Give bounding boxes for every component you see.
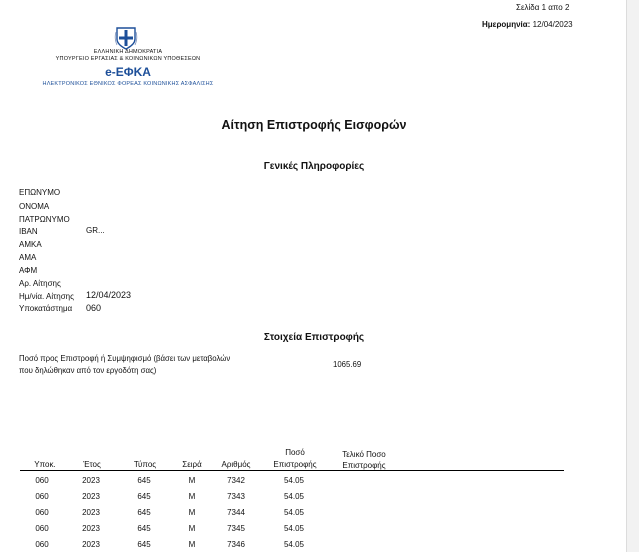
cell-branch: 060 [35,508,49,517]
field-label-fathers-name: ΠΑΤΡΩΝΥΜΟ [19,215,70,224]
refund-description-line1: Ποσό προς Επιστροφή ή Συμψηφισμό (βάσει των μεταβολών [19,354,231,363]
section-title-general: Γενικές Πληροφορίες [263,161,365,172]
field-value-iban: GR... [86,226,105,235]
cell-type: 645 [137,492,151,501]
col-header-number: Αριθμός [221,460,251,469]
cell-series: Μ [188,540,196,549]
field-label-afm: ΑΦΜ [19,266,38,275]
viewer-edge [626,0,639,552]
field-label-ama: ΑΜΑ [19,253,37,262]
cell-type: 645 [137,524,151,533]
col-header-refund-amount-line2: Επιστροφής [273,460,317,469]
refund-description [19,353,230,377]
cell-branch: 060 [35,524,49,533]
document-title: Αίτηση Επιστροφής Εισφορών [221,118,407,132]
col-header-year: Έτος [83,460,101,469]
refund-amount: 1065.69 [333,360,362,369]
cell-number: 7346 [227,540,245,549]
cell-series: Μ [188,524,196,533]
logo-brand: e-ΕΦΚΑ [105,65,151,79]
cell-type: 645 [137,508,151,517]
cell-year: 2023 [82,476,100,485]
col-header-series: Σειρά [182,460,202,469]
date-label: Ημερομηνία: [482,20,531,29]
col-header-refund-amount-line1: Ποσό [285,448,305,457]
cell-series: Μ [188,492,196,501]
cell-type: 645 [137,476,151,485]
table-header-rule [20,470,564,471]
page-indicator: Σελίδα 1 απο 2 [516,3,570,12]
cell-branch: 060 [35,540,49,549]
field-label-amka: ΑΜΚΑ [19,240,42,249]
cell-year: 2023 [82,492,100,501]
cell-branch: 060 [35,492,49,501]
field-value-branch: 060 [86,303,102,313]
logo-org-line2: ΥΠΟΥΡΓΕΙΟ ΕΡΓΑΣΙΑΣ & ΚΟΙΝΩΝΙΚΩΝ ΥΠΟΘΕΣΕΩΝ [55,56,201,62]
cell-year: 2023 [82,508,100,517]
col-header-type: Τύπος [133,460,157,469]
col-header-final-amount-line2: Επιστροφής [342,461,386,470]
field-label-iban: IBAN [19,227,38,236]
cell-refund-amount: 54.05 [283,476,305,485]
field-label-application-date: Ημ/νία. Αίτησης [19,292,74,301]
field-label-branch: Υποκατάστημα [19,304,73,313]
field-value-application-date: 12/04/2023 [86,290,132,300]
cell-type: 645 [137,540,151,549]
cell-series: Μ [188,476,196,485]
field-label-surname: ΕΠΩΝΥΜΟ [19,188,61,197]
cell-refund-amount: 54.05 [283,492,305,501]
col-header-branch: Υποκ. [34,460,56,469]
cell-refund-amount: 54.05 [283,508,305,517]
section-title-refund: Στοιχεία Επιστροφής [263,332,365,343]
cell-number: 7345 [227,524,245,533]
cell-refund-amount: 54.05 [283,540,305,549]
cell-number: 7343 [227,492,245,501]
print-date [482,20,573,29]
cell-number: 7342 [227,476,245,485]
date-value: 12/04/2023 [532,20,573,29]
cell-branch: 060 [35,476,49,485]
cell-number: 7344 [227,508,245,517]
col-header-final-amount-line1: Τελικό Ποσο [342,450,386,459]
logo-org-line1: ΕΛΛΗΝΙΚΗ ΔΗΜΟΚΡΑΤΙΑ [93,49,163,55]
field-label-name: ΟΝΟΜΑ [19,202,50,211]
cell-year: 2023 [82,540,100,549]
field-label-application-no: Αρ. Αίτησης [19,279,61,288]
refund-description-line2: που δηλώθηκαν από τον εργοδότη σας) [19,366,157,375]
logo-org-line3: ΗΛΕΚΤΡΟΝΙΚΟΣ ΕΘΝΙΚΟΣ ΦΟΡΕΑΣ ΚΟΙΝΩΝΙΚΗΣ ΑΣΦΑΛΙΣΗΣ [42,81,214,87]
cell-series: Μ [188,508,196,517]
cell-year: 2023 [82,524,100,533]
cell-refund-amount: 54.05 [283,524,305,533]
greek-coat-of-arms-icon [114,26,138,50]
